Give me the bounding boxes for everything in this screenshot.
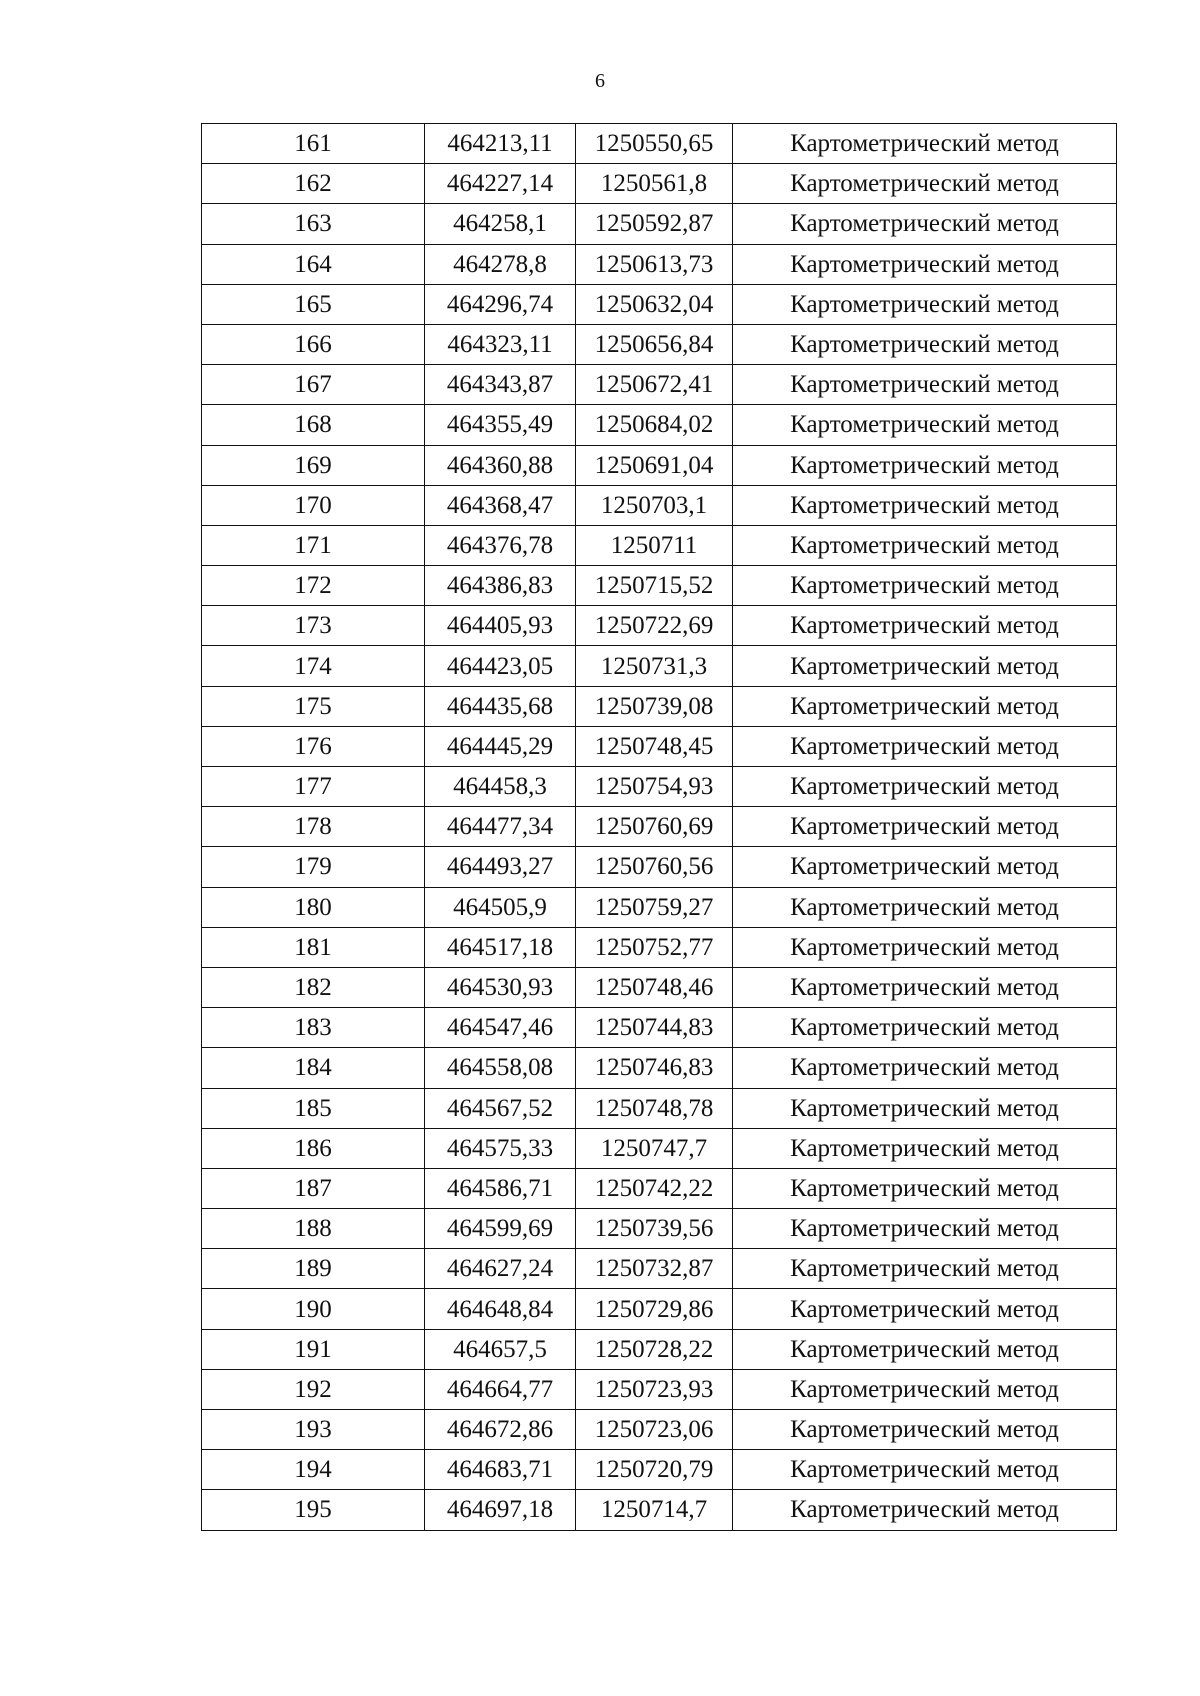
point-number-cell: 186 [202,1128,425,1168]
point-number-cell: 168 [202,405,425,445]
y-coordinate-cell: 1250714,7 [576,1490,733,1530]
point-number-cell: 170 [202,485,425,525]
x-coordinate-cell: 464567,52 [425,1088,576,1128]
y-coordinate-cell: 1250744,83 [576,1008,733,1048]
y-coordinate-cell: 1250739,08 [576,686,733,726]
coordinates-table-body [202,124,1117,1531]
x-coordinate-cell: 464683,71 [425,1450,576,1490]
x-coordinate-cell: 464296,74 [425,284,576,324]
point-number-cell: 183 [202,1008,425,1048]
y-coordinate-cell: 1250632,04 [576,284,733,324]
method-cell: Картометрический метод [733,767,1117,807]
table-row [202,1008,1117,1048]
point-number-cell: 189 [202,1249,425,1289]
method-cell: Картометрический метод [733,646,1117,686]
table-row [202,847,1117,887]
point-number-cell: 185 [202,1088,425,1128]
y-coordinate-cell: 1250748,46 [576,967,733,1007]
y-coordinate-cell: 1250759,27 [576,887,733,927]
table-row [202,726,1117,766]
point-number-cell: 172 [202,566,425,606]
point-number-cell: 191 [202,1329,425,1369]
x-coordinate-cell: 464405,93 [425,606,576,646]
table-row [202,164,1117,204]
method-cell: Картометрический метод [733,1088,1117,1128]
y-coordinate-cell: 1250748,45 [576,726,733,766]
x-coordinate-cell: 464599,69 [425,1209,576,1249]
method-cell: Картометрический метод [733,284,1117,324]
table-row [202,1168,1117,1208]
method-cell: Картометрический метод [733,405,1117,445]
y-coordinate-cell: 1250720,79 [576,1450,733,1490]
y-coordinate-cell: 1250691,04 [576,445,733,485]
point-number-cell: 166 [202,324,425,364]
y-coordinate-cell: 1250746,83 [576,1048,733,1088]
table-row [202,1450,1117,1490]
y-coordinate-cell: 1250672,41 [576,365,733,405]
table-row [202,284,1117,324]
table-row [202,324,1117,364]
point-number-cell: 163 [202,204,425,244]
method-cell: Картометрический метод [733,204,1117,244]
point-number-cell: 173 [202,606,425,646]
point-number-cell: 161 [202,124,425,164]
table-row [202,606,1117,646]
y-coordinate-cell: 1250715,52 [576,566,733,606]
x-coordinate-cell: 464657,5 [425,1329,576,1369]
table-row [202,244,1117,284]
method-cell: Картометрический метод [733,967,1117,1007]
x-coordinate-cell: 464697,18 [425,1490,576,1530]
x-coordinate-cell: 464258,1 [425,204,576,244]
point-number-cell: 181 [202,927,425,967]
x-coordinate-cell: 464627,24 [425,1249,576,1289]
table-row [202,1369,1117,1409]
method-cell: Картометрический метод [733,887,1117,927]
table-row [202,525,1117,565]
x-coordinate-cell: 464368,47 [425,485,576,525]
method-cell: Картометрический метод [733,164,1117,204]
y-coordinate-cell: 1250656,84 [576,324,733,364]
point-number-cell: 180 [202,887,425,927]
y-coordinate-cell: 1250739,56 [576,1209,733,1249]
method-cell: Картометрический метод [733,1249,1117,1289]
table-row [202,646,1117,686]
method-cell: Картометрический метод [733,1450,1117,1490]
table-row [202,967,1117,1007]
method-cell: Картометрический метод [733,445,1117,485]
method-cell: Картометрический метод [733,1209,1117,1249]
x-coordinate-cell: 464586,71 [425,1168,576,1208]
method-cell: Картометрический метод [733,525,1117,565]
table-row [202,807,1117,847]
point-number-cell: 194 [202,1450,425,1490]
method-cell: Картометрический метод [733,244,1117,284]
point-number-cell: 162 [202,164,425,204]
y-coordinate-cell: 1250723,06 [576,1410,733,1450]
y-coordinate-cell: 1250748,78 [576,1088,733,1128]
method-cell: Картометрический метод [733,606,1117,646]
table-row [202,1249,1117,1289]
method-cell: Картометрический метод [733,566,1117,606]
x-coordinate-cell: 464227,14 [425,164,576,204]
table-row [202,1088,1117,1128]
x-coordinate-cell: 464435,68 [425,686,576,726]
point-number-cell: 188 [202,1209,425,1249]
y-coordinate-cell: 1250711 [576,525,733,565]
table-row [202,767,1117,807]
point-number-cell: 193 [202,1410,425,1450]
point-number-cell: 178 [202,807,425,847]
y-coordinate-cell: 1250592,87 [576,204,733,244]
x-coordinate-cell: 464672,86 [425,1410,576,1450]
x-coordinate-cell: 464558,08 [425,1048,576,1088]
method-cell: Картометрический метод [733,686,1117,726]
table-row [202,1410,1117,1450]
table-row [202,485,1117,525]
x-coordinate-cell: 464278,8 [425,244,576,284]
x-coordinate-cell: 464547,46 [425,1008,576,1048]
y-coordinate-cell: 1250752,77 [576,927,733,967]
x-coordinate-cell: 464213,11 [425,124,576,164]
x-coordinate-cell: 464530,93 [425,967,576,1007]
method-cell: Картометрический метод [733,807,1117,847]
x-coordinate-cell: 464360,88 [425,445,576,485]
point-number-cell: 195 [202,1490,425,1530]
table-row [202,445,1117,485]
method-cell: Картометрический метод [733,847,1117,887]
y-coordinate-cell: 1250728,22 [576,1329,733,1369]
method-cell: Картометрический метод [733,1048,1117,1088]
y-coordinate-cell: 1250684,02 [576,405,733,445]
point-number-cell: 169 [202,445,425,485]
x-coordinate-cell: 464493,27 [425,847,576,887]
x-coordinate-cell: 464423,05 [425,646,576,686]
point-number-cell: 184 [202,1048,425,1088]
coordinates-table [201,123,1117,1531]
y-coordinate-cell: 1250722,69 [576,606,733,646]
point-number-cell: 164 [202,244,425,284]
point-number-cell: 187 [202,1168,425,1208]
page-number: 6 [595,70,605,92]
point-number-cell: 175 [202,686,425,726]
table-row [202,1209,1117,1249]
x-coordinate-cell: 464575,33 [425,1128,576,1168]
point-number-cell: 190 [202,1289,425,1329]
method-cell: Картометрический метод [733,1329,1117,1369]
y-coordinate-cell: 1250731,3 [576,646,733,686]
method-cell: Картометрический метод [733,485,1117,525]
method-cell: Картометрический метод [733,1008,1117,1048]
y-coordinate-cell: 1250561,8 [576,164,733,204]
x-coordinate-cell: 464376,78 [425,525,576,565]
method-cell: Картометрический метод [733,365,1117,405]
table-row [202,124,1117,164]
table-row [202,1128,1117,1168]
table-row [202,1329,1117,1369]
x-coordinate-cell: 464517,18 [425,927,576,967]
point-number-cell: 167 [202,365,425,405]
y-coordinate-cell: 1250723,93 [576,1369,733,1409]
table-row [202,887,1117,927]
y-coordinate-cell: 1250613,73 [576,244,733,284]
method-cell: Картометрический метод [733,1128,1117,1168]
method-cell: Картометрический метод [733,1410,1117,1450]
x-coordinate-cell: 464445,29 [425,726,576,766]
y-coordinate-cell: 1250760,56 [576,847,733,887]
table-row [202,927,1117,967]
point-number-cell: 165 [202,284,425,324]
method-cell: Картометрический метод [733,1168,1117,1208]
x-coordinate-cell: 464664,77 [425,1369,576,1409]
y-coordinate-cell: 1250732,87 [576,1249,733,1289]
method-cell: Картометрический метод [733,124,1117,164]
y-coordinate-cell: 1250550,65 [576,124,733,164]
method-cell: Картометрический метод [733,324,1117,364]
point-number-cell: 174 [202,646,425,686]
table-row [202,1490,1117,1530]
method-cell: Картометрический метод [733,927,1117,967]
y-coordinate-cell: 1250703,1 [576,485,733,525]
x-coordinate-cell: 464505,9 [425,887,576,927]
point-number-cell: 171 [202,525,425,565]
y-coordinate-cell: 1250742,22 [576,1168,733,1208]
x-coordinate-cell: 464458,3 [425,767,576,807]
y-coordinate-cell: 1250747,7 [576,1128,733,1168]
x-coordinate-cell: 464386,83 [425,566,576,606]
point-number-cell: 176 [202,726,425,766]
x-coordinate-cell: 464477,34 [425,807,576,847]
y-coordinate-cell: 1250754,93 [576,767,733,807]
method-cell: Картометрический метод [733,1369,1117,1409]
point-number-cell: 179 [202,847,425,887]
x-coordinate-cell: 464343,87 [425,365,576,405]
point-number-cell: 192 [202,1369,425,1409]
method-cell: Картометрический метод [733,1490,1117,1530]
table-row [202,686,1117,726]
x-coordinate-cell: 464355,49 [425,405,576,445]
y-coordinate-cell: 1250760,69 [576,807,733,847]
table-row [202,405,1117,445]
table-row [202,204,1117,244]
x-coordinate-cell: 464648,84 [425,1289,576,1329]
y-coordinate-cell: 1250729,86 [576,1289,733,1329]
table-row [202,566,1117,606]
method-cell: Картометрический метод [733,1289,1117,1329]
point-number-cell: 177 [202,767,425,807]
x-coordinate-cell: 464323,11 [425,324,576,364]
table-row [202,365,1117,405]
method-cell: Картометрический метод [733,726,1117,766]
point-number-cell: 182 [202,967,425,1007]
table-row [202,1048,1117,1088]
table-row [202,1289,1117,1329]
